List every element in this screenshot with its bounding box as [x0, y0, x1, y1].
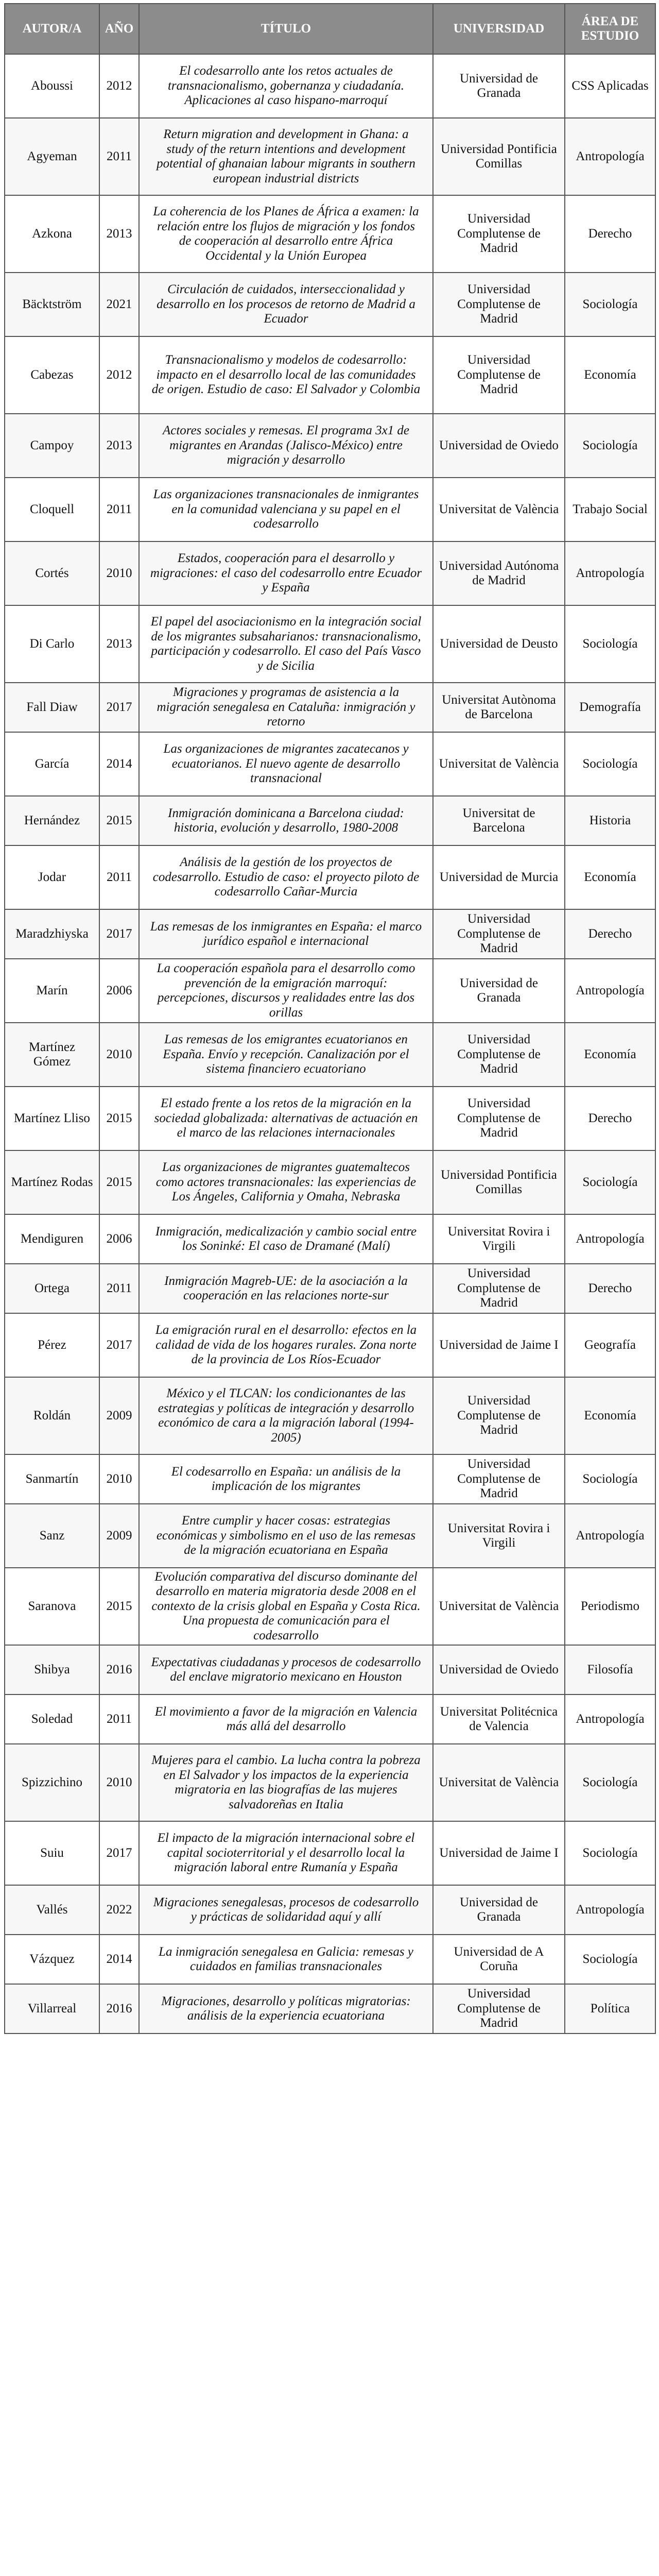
thesis-table-container — [4, 3, 655, 2034]
table-row — [5, 959, 655, 1023]
table-row — [5, 336, 655, 414]
cell-year: 2010 — [99, 1454, 139, 1504]
cell-year: 2014 — [99, 732, 139, 796]
cell-title: Las organizaciones transnacionales de inmigrantes en la comunidad valenciana y su papel en el codesarrollo — [139, 478, 433, 541]
header-university: UNIVERSIDAD — [433, 4, 565, 54]
table-row — [5, 683, 655, 732]
cell-author: Martínez Gómez — [5, 1023, 99, 1087]
cell-title: Estados, cooperación para el desarrollo y migraciones: el caso del codesarrollo entre Ecuador y España — [139, 541, 433, 605]
cell-year: 2015 — [99, 1087, 139, 1150]
cell-author: Saranova — [5, 1568, 99, 1645]
cell-area: Sociología — [565, 1454, 655, 1504]
cell-author: Maradzhiyska — [5, 909, 99, 959]
cell-university: Universidad Complutense de Madrid — [433, 1087, 565, 1150]
cell-area: Sociología — [565, 732, 655, 796]
cell-title: Migraciones senegalesas, procesos de codesarrollo y prácticas de solidaridad aquí y allí — [139, 1885, 433, 1935]
cell-title: México y el TLCAN: los condicionantes de las estrategias y políticas de integración y desarrollo económico de cara a la migración laboral (1994-2005) — [139, 1377, 433, 1454]
cell-title: El codesarrollo en España: un análisis de la implicación de los migrantes — [139, 1454, 433, 1504]
cell-title: Actores sociales y remesas. El programa 3x1 de migrantes en Arandas (Jalisco-México) entre migración y desarrollo — [139, 414, 433, 478]
cell-author: Roldán — [5, 1377, 99, 1454]
cell-year: 2009 — [99, 1504, 139, 1568]
cell-year: 2021 — [99, 273, 139, 336]
cell-area: Sociología — [565, 1744, 655, 1821]
cell-year: 2015 — [99, 1150, 139, 1214]
cell-university: Universitat Rovira i Virgili — [433, 1504, 565, 1568]
cell-title: Inmigración Magreb-UE: de la asociación a la cooperación en las relaciones norte-sur — [139, 1264, 433, 1313]
cell-author: Cabezas — [5, 336, 99, 414]
cell-year: 2010 — [99, 541, 139, 605]
table-body — [5, 54, 655, 2033]
cell-area: Economía — [565, 336, 655, 414]
cell-title: Migraciones y programas de asistencia a la migración senegalesa en Cataluña: inmigración y retorno — [139, 683, 433, 732]
cell-area: CSS Aplicadas — [565, 54, 655, 118]
cell-university: Universidad de Jaime I — [433, 1313, 565, 1377]
cell-university: Universidad de Granada — [433, 54, 565, 118]
cell-title: La coherencia de los Planes de África a examen: la relación entre los flujos de migración y los fondos de cooperación al desarrollo entre África Occidental y la Unión Europea — [139, 195, 433, 273]
cell-author: Martínez Lliso — [5, 1087, 99, 1150]
table-row — [5, 1377, 655, 1454]
cell-university: Universitat de València — [433, 1744, 565, 1821]
cell-year: 2012 — [99, 54, 139, 118]
table-row — [5, 1504, 655, 1568]
cell-title: Las organizaciones de migrantes zacatecanos y ecuatorianos. El nuevo agente de desarrollo transnacional — [139, 732, 433, 796]
cell-year: 2017 — [99, 1821, 139, 1885]
cell-author: Marín — [5, 959, 99, 1023]
cell-year: 2009 — [99, 1377, 139, 1454]
cell-area: Historia — [565, 796, 655, 845]
cell-year: 2017 — [99, 1313, 139, 1377]
cell-author: Sanmartín — [5, 1454, 99, 1504]
cell-area: Antropología — [565, 1885, 655, 1935]
cell-area: Sociología — [565, 273, 655, 336]
cell-area: Sociología — [565, 1821, 655, 1885]
table-row — [5, 605, 655, 683]
cell-author: Soledad — [5, 1694, 99, 1744]
cell-author: Campoy — [5, 414, 99, 478]
cell-year: 2017 — [99, 909, 139, 959]
cell-title: La emigración rural en el desarrollo: efectos en la calidad de vida de los hogares rurales. Zona norte de la provincia de Los Ríos-Ecuador — [139, 1313, 433, 1377]
cell-university: Universidad Complutense de Madrid — [433, 336, 565, 414]
cell-author: Villarreal — [5, 1984, 99, 2033]
cell-author: Bäcktström — [5, 273, 99, 336]
cell-university: Universidad de A Coruña — [433, 1935, 565, 1984]
cell-year: 2011 — [99, 118, 139, 195]
cell-year: 2015 — [99, 1568, 139, 1645]
table-row — [5, 1150, 655, 1214]
cell-university: Universidad Complutense de Madrid — [433, 1984, 565, 2033]
table-row — [5, 1454, 655, 1504]
cell-title: El impacto de la migración internacional sobre el capital socioterritorial y el desarrollo local la migración laboral entre Rumanía y España — [139, 1821, 433, 1885]
cell-title: Inmigración dominicana a Barcelona ciudad: historia, evolución y desarrollo, 1980-2008 — [139, 796, 433, 845]
cell-university: Universidad de Jaime I — [433, 1821, 565, 1885]
cell-area: Antropología — [565, 1214, 655, 1264]
cell-author: Cloquell — [5, 478, 99, 541]
cell-area: Antropología — [565, 1504, 655, 1568]
cell-area: Demografía — [565, 683, 655, 732]
cell-title: Expectativas ciudadanas y procesos de codesarrollo del enclave migratorio mexicano en Houston — [139, 1645, 433, 1694]
table-row — [5, 478, 655, 541]
cell-author: García — [5, 732, 99, 796]
cell-university: Universidad de Deusto — [433, 605, 565, 683]
cell-author: Jodar — [5, 845, 99, 909]
cell-area: Derecho — [565, 195, 655, 273]
cell-author: Vallés — [5, 1885, 99, 1935]
table-row — [5, 1645, 655, 1694]
cell-area: Economía — [565, 1377, 655, 1454]
cell-author: Hernández — [5, 796, 99, 845]
table-row — [5, 1313, 655, 1377]
cell-university: Universidad Complutense de Madrid — [433, 195, 565, 273]
cell-area: Sociología — [565, 605, 655, 683]
table-row — [5, 909, 655, 959]
cell-university: Universidad Complutense de Madrid — [433, 1377, 565, 1454]
cell-year: 2015 — [99, 796, 139, 845]
cell-area: Derecho — [565, 1264, 655, 1313]
cell-area: Antropología — [565, 959, 655, 1023]
table-row — [5, 1885, 655, 1935]
table-row — [5, 1694, 655, 1744]
table-row — [5, 1821, 655, 1885]
cell-year: 2013 — [99, 414, 139, 478]
table-row — [5, 1264, 655, 1313]
cell-title: El papel del asociacionismo en la integración social de los migrantes subsaharianos: transnacionalismo, participación y codesarrollo. El caso del País Vasco y de Sicilia — [139, 605, 433, 683]
cell-university: Universitat Rovira i Virgili — [433, 1214, 565, 1264]
cell-area: Antropología — [565, 1694, 655, 1744]
header-title: TÍTULO — [139, 4, 433, 54]
cell-title: La cooperación española para el desarrollo como prevención de la emigración marroquí: percepciones, discursos y realidades entre las dos orillas — [139, 959, 433, 1023]
cell-area: Economía — [565, 845, 655, 909]
cell-university: Universidad Complutense de Madrid — [433, 273, 565, 336]
cell-university: Universidad de Murcia — [433, 845, 565, 909]
cell-author: Azkona — [5, 195, 99, 273]
cell-university: Universidad Pontificia Comillas — [433, 1150, 565, 1214]
cell-university: Universitat de Barcelona — [433, 796, 565, 845]
cell-area: Geografía — [565, 1313, 655, 1377]
cell-year: 2013 — [99, 195, 139, 273]
cell-author: Mendiguren — [5, 1214, 99, 1264]
cell-university: Universidad Complutense de Madrid — [433, 1023, 565, 1087]
cell-title: Las organizaciones de migrantes guatemaltecos como actores transnacionales: las experiencias de Los Ángeles, California y Omaha, Nebraska — [139, 1150, 433, 1214]
cell-title: Circulación de cuidados, interseccionalidad y desarrollo en los procesos de retorno de Madrid a Ecuador — [139, 273, 433, 336]
cell-author: Agyeman — [5, 118, 99, 195]
cell-area: Sociología — [565, 1935, 655, 1984]
cell-university: Universidad de Granada — [433, 1885, 565, 1935]
cell-university: Universidad Complutense de Madrid — [433, 909, 565, 959]
cell-area: Sociología — [565, 414, 655, 478]
cell-university: Universitat de València — [433, 478, 565, 541]
cell-area: Derecho — [565, 909, 655, 959]
cell-title: Evolución comparativa del discurso dominante del desarrollo en materia migratoria desde 2008 en el contexto de la crisis global en España y Costa Rica. Una propuesta de comunicación para el codesarrollo — [139, 1568, 433, 1645]
cell-year: 2011 — [99, 845, 139, 909]
cell-title: Migraciones, desarrollo y políticas migratorias: análisis de la experiencia ecuatoriana — [139, 1984, 433, 2033]
cell-title: El estado frente a los retos de la migración en la sociedad globalizada: alternativas de actuación en el marco de las relaciones internacionales — [139, 1087, 433, 1150]
table-row — [5, 541, 655, 605]
cell-year: 2006 — [99, 959, 139, 1023]
cell-university: Universidad Complutense de Madrid — [433, 1264, 565, 1313]
cell-university: Universitat Politécnica de Valencia — [433, 1694, 565, 1744]
header-year: AÑO — [99, 4, 139, 54]
cell-year: 2014 — [99, 1935, 139, 1984]
cell-year: 2022 — [99, 1885, 139, 1935]
cell-area: Periodismo — [565, 1568, 655, 1645]
cell-area: Derecho — [565, 1087, 655, 1150]
table-row — [5, 1935, 655, 1984]
cell-university: Universidad de Oviedo — [433, 1645, 565, 1694]
table-row — [5, 1744, 655, 1821]
table-header-row — [5, 4, 655, 54]
cell-title: Transnacionalismo y modelos de codesarrollo: impacto en el desarrollo local de las comunidades de origen. Estudio de caso: El Salvador y Colombia — [139, 336, 433, 414]
cell-author: Spizzichino — [5, 1744, 99, 1821]
cell-year: 2017 — [99, 683, 139, 732]
cell-author: Pérez — [5, 1313, 99, 1377]
header-author: AUTOR/A — [5, 4, 99, 54]
cell-author: Vázquez — [5, 1935, 99, 1984]
cell-year: 2011 — [99, 478, 139, 541]
cell-author: Di Carlo — [5, 605, 99, 683]
cell-author: Aboussi — [5, 54, 99, 118]
cell-title: Las remesas de los inmigrantes en España: el marco jurídico español e internacional — [139, 909, 433, 959]
table-row — [5, 732, 655, 796]
cell-university: Universidad Complutense de Madrid — [433, 1454, 565, 1504]
cell-area: Política — [565, 1984, 655, 2033]
cell-area: Sociología — [565, 1150, 655, 1214]
cell-year: 2010 — [99, 1744, 139, 1821]
table-row — [5, 1023, 655, 1087]
table-row — [5, 118, 655, 195]
table-row — [5, 195, 655, 273]
table-row — [5, 54, 655, 118]
cell-year: 2012 — [99, 336, 139, 414]
cell-author: Sanz — [5, 1504, 99, 1568]
cell-title: Las remesas de los emigrantes ecuatorianos en España. Envío y recepción. Canalización por el sistema financiero ecuatoriano — [139, 1023, 433, 1087]
table-row — [5, 845, 655, 909]
cell-area: Economía — [565, 1023, 655, 1087]
cell-university: Universidad de Granada — [433, 959, 565, 1023]
cell-author: Ortega — [5, 1264, 99, 1313]
cell-year: 2016 — [99, 1645, 139, 1694]
cell-year: 2016 — [99, 1984, 139, 2033]
cell-title: Mujeres para el cambio. La lucha contra la pobreza en El Salvador y los impactos de la experiencia migratoria en las biografías de las mujeres salvadoreñas en Italia — [139, 1744, 433, 1821]
cell-author: Suiu — [5, 1821, 99, 1885]
cell-title: El codesarrollo ante los retos actuales de transnacionalismo, gobernanza y ciudadanía. Aplicaciones al caso hispano-marroquí — [139, 54, 433, 118]
cell-area: Filosofía — [565, 1645, 655, 1694]
header-area: ÁREA DE ESTUDIO — [565, 4, 655, 54]
cell-university: Universitat de València — [433, 1568, 565, 1645]
cell-area: Antropología — [565, 118, 655, 195]
cell-title: La inmigración senegalesa en Galicia: remesas y cuidados en familias transnacionales — [139, 1935, 433, 1984]
table-row — [5, 796, 655, 845]
cell-year: 2006 — [99, 1214, 139, 1264]
cell-university: Universidad de Oviedo — [433, 414, 565, 478]
cell-university: Universidad Autónoma de Madrid — [433, 541, 565, 605]
table-row — [5, 1568, 655, 1645]
cell-author: Martínez Rodas — [5, 1150, 99, 1214]
table-row — [5, 414, 655, 478]
cell-author: Shibya — [5, 1645, 99, 1694]
cell-title: Análisis de la gestión de los proyectos de codesarrollo. Estudio de caso: el proyecto piloto de codesarrollo Cañar-Murcia — [139, 845, 433, 909]
cell-author: Fall Diaw — [5, 683, 99, 732]
cell-title: Inmigración, medicalización y cambio social entre los Soninké: El caso de Dramané (Malí) — [139, 1214, 433, 1264]
cell-year: 2010 — [99, 1023, 139, 1087]
cell-area: Trabajo Social — [565, 478, 655, 541]
cell-area: Antropología — [565, 541, 655, 605]
cell-university: Universitat Autònoma de Barcelona — [433, 683, 565, 732]
table-row — [5, 273, 655, 336]
cell-title: Return migration and development in Ghana: a study of the return intentions and development potential of ghanaian labour migrants in southern european industrial districts — [139, 118, 433, 195]
cell-year: 2011 — [99, 1694, 139, 1744]
cell-university: Universidad Pontificia Comillas — [433, 118, 565, 195]
cell-year: 2011 — [99, 1264, 139, 1313]
cell-author: Cortés — [5, 541, 99, 605]
thesis-table — [4, 3, 656, 2034]
table-row — [5, 1984, 655, 2033]
cell-title: Entre cumplir y hacer cosas: estrategias económicas y simbolismo en el uso de las remesas de la migración ecuatoriana en España — [139, 1504, 433, 1568]
cell-year: 2013 — [99, 605, 139, 683]
cell-university: Universitat de València — [433, 732, 565, 796]
cell-title: El movimiento a favor de la migración en Valencia más allá del desarrollo — [139, 1694, 433, 1744]
table-row — [5, 1087, 655, 1150]
table-row — [5, 1214, 655, 1264]
